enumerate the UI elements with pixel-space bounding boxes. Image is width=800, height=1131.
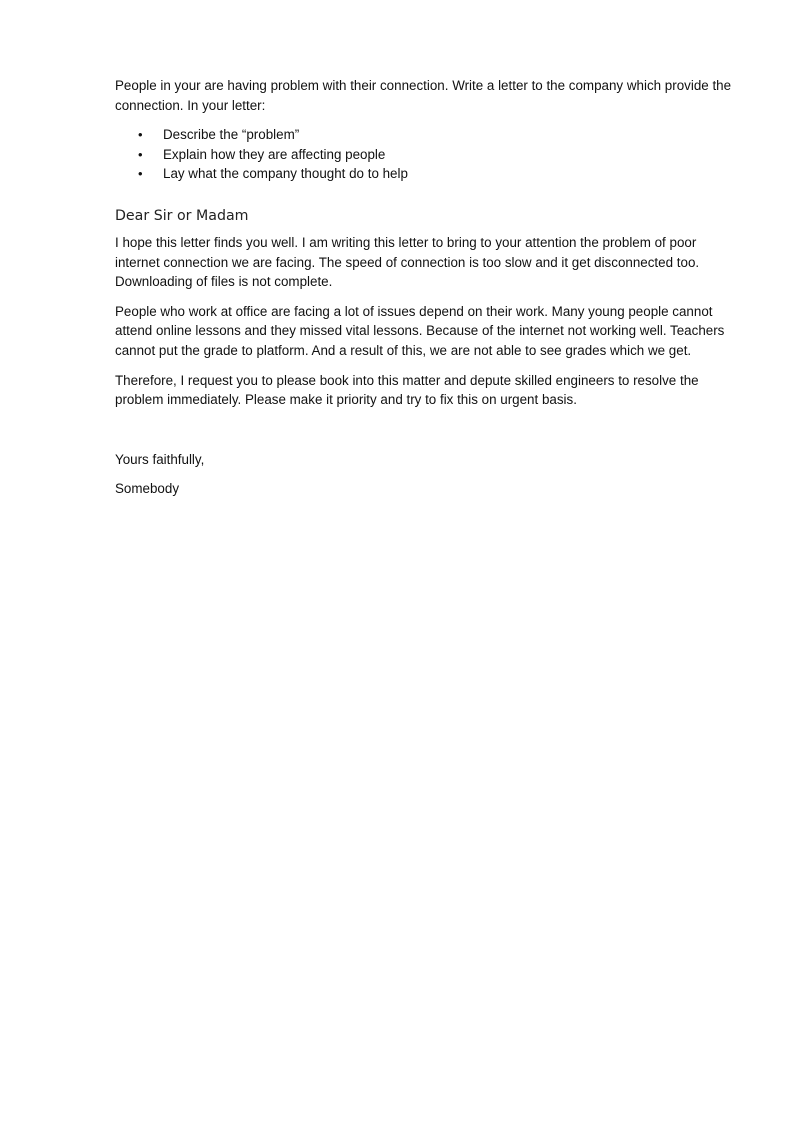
letter-closing: Yours faithfully,: [115, 451, 205, 467]
task-bullet-item: [115, 145, 735, 165]
letter-greeting: Dear Sir or Madam: [115, 207, 249, 224]
letter-signature: Somebody: [115, 481, 180, 497]
bullet-icon: •: [138, 146, 143, 162]
task-bullet-item: [115, 125, 735, 145]
bullet-text: Explain how they are affecting people: [163, 146, 386, 162]
letter-body: [115, 76, 735, 499]
letter-paragraph-intro: I hope this letter finds you well. I am writing this letter to bring to your attention the problem of poor internet connection we are facing. The speed of connection is too slow and it get disconnected too. Downloading of files is not complete.: [115, 234, 700, 290]
task-bullet-list: [115, 125, 735, 184]
letter-paragraph-effects: People who work at office are facing a lot of issues depend on their work. Many young people cannot attend online lessons and they missed vital lessons. Because of the internet not working well. Teachers cannot put the grade to platform. And a result of this, we are not able to see grades which we get.: [115, 303, 725, 358]
bullet-text: Describe the “problem”: [163, 127, 300, 143]
bullet-icon: •: [138, 127, 143, 143]
task-bullet-item: [115, 164, 735, 184]
bullet-text: Lay what the company thought do to help: [163, 166, 408, 182]
letter-paragraph-request: Therefore, I request you to please book into this matter and depute skilled engineers to resolve the problem immediately. Please make it priority and try to fix this on urgent basis.: [115, 372, 699, 408]
task-prompt: People in your are having problem with their connection. Write a letter to the company which provide the connection. In your letter:: [115, 78, 732, 113]
bullet-icon: •: [138, 166, 143, 182]
